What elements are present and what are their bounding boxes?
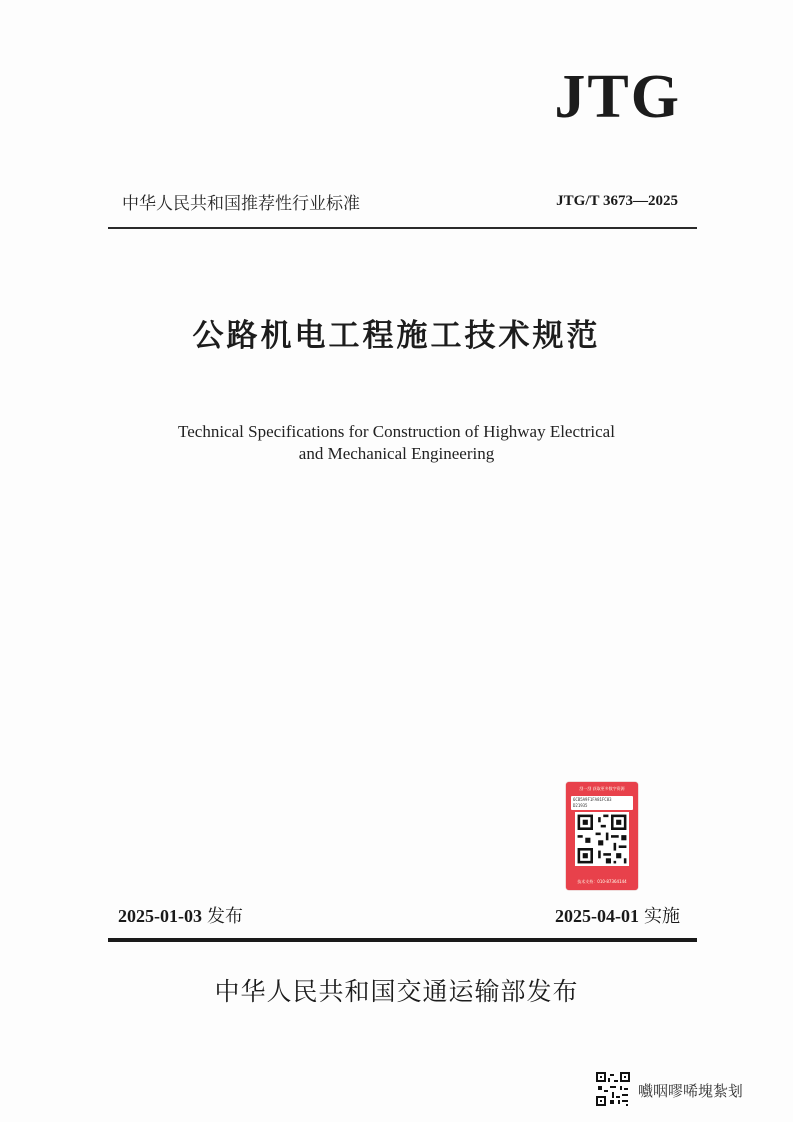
implement-date-value: 2025-04-01 [555,906,639,926]
card-footer-text: 技术支持：010-87364144 [577,879,627,884]
bottom-divider [108,938,697,942]
issue-date [118,902,243,928]
issue-label: 发布 [207,906,243,927]
implement-label: 实施 [644,906,680,927]
issue-date-value: 2025-01-03 [118,906,202,926]
card-code-line1: 6CB5A9F1FA81FC83 [573,797,612,802]
publisher: 中华人民共和国交通运输部发布 [214,977,579,1006]
title-english [0,421,793,465]
qr-code-icon [575,812,629,866]
standard-category: 中华人民共和国推荐性行业标准 [122,194,360,214]
card-code-box [571,796,633,810]
title-chinese: 公路机电工程施工技术规范 [192,318,601,354]
qr-code-icon [596,1072,630,1106]
standard-code: JTG/T 3673—2025 [556,193,678,209]
implementation-date [555,902,680,928]
watermark-text: 嚱咽嘐唏塊紮刬 [638,1082,744,1100]
title-english-line1: Technical Specifications for Construction of Highway Electrical [178,422,615,441]
anti-counterfeit-card[interactable] [566,782,638,890]
top-divider [108,227,697,229]
title-english-line2: and Mechanical Engineering [298,444,495,463]
card-code-line2: D21935 [573,803,588,808]
jtg-logo: JTG [554,63,681,131]
card-header-text: 刮一刮 获取更多数字资源 [579,786,625,791]
